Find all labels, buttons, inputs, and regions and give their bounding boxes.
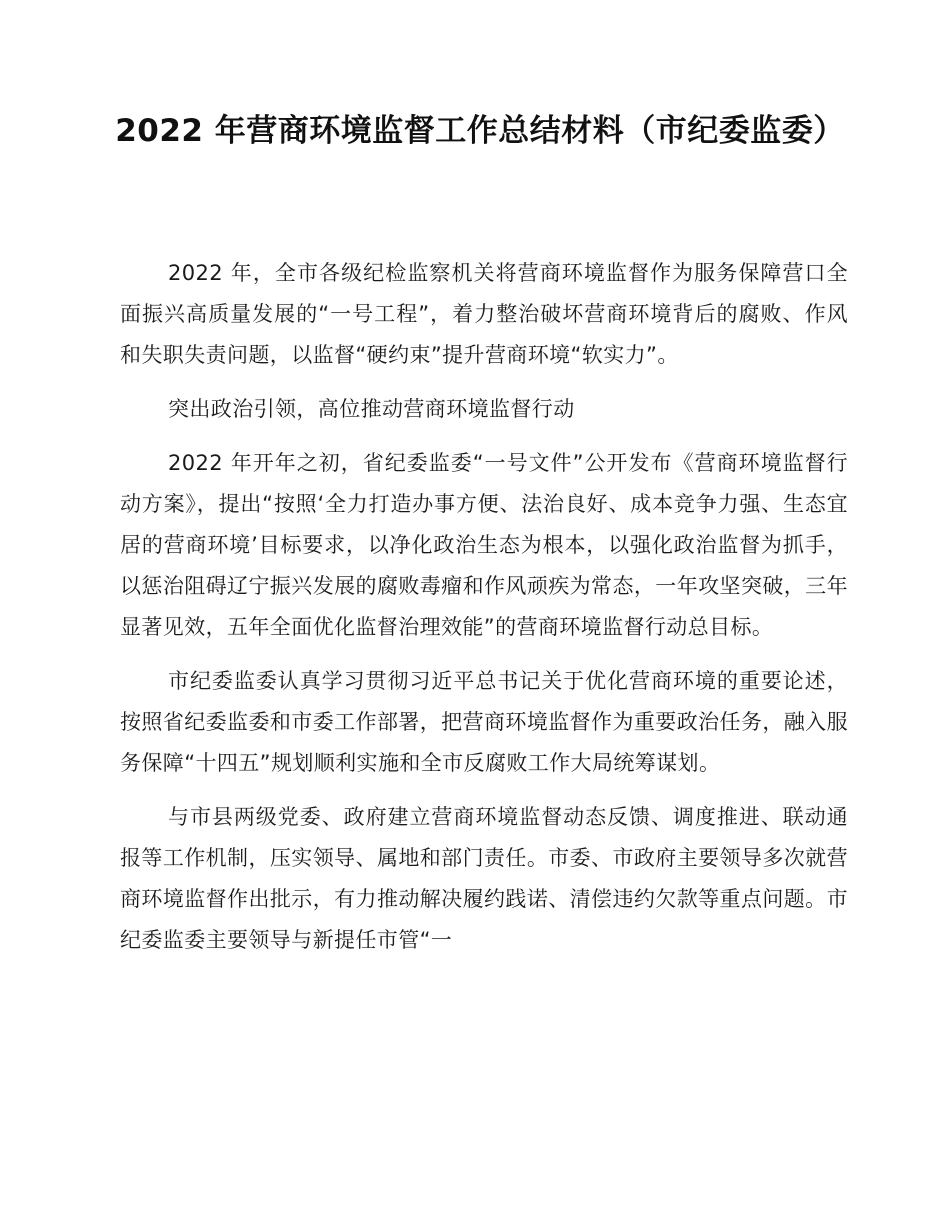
section-heading: 突出政治引领，高位推动营商环境监督行动 [168, 397, 575, 421]
paragraph-city-commission: 市纪委监委认真学习贯彻习近平总书记关于优化营商环境的重要论述，按照省纪委监委和市委工作部署，把营商环境监督作为重要政治任务，融入服务保障“十四五”规划顺利实施和全市反腐败工作大局统筹谋划。 [120, 669, 848, 775]
paragraph-intro: 2022 年，全市各级纪检监察机关将营商环境监督作为服务保障营口全面振兴高质量发展的“一号工程”，着力整治破坏营商环境背后的腐败、作风和失职失责问题，以监督“硬约束”提升营商环境“软实力”。 [120, 261, 848, 367]
document-title: 2022 年营商环境监督工作总结材料（市纪委监委） [115, 113, 845, 149]
paragraph-provincial-plan: 2022 年开年之初，省纪委监委“一号文件”公开发布《营商环境监督行动方案》，提出“按照‘全力打造办事方便、法治良好、成本竞争力强、生态宜居的营商环境’目标要求，以净化政治生态为根本，以强化政治监督为抓手，以惩治阻碍辽宁振兴发展的腐败毒瘤和作风顽疾为常态，一年攻坚突破，三年显著见效，五年全面优化监督治理效能”的营商环境监督行动总目标。 [120, 451, 848, 639]
document-body [120, 253, 848, 974]
paragraph-mechanisms: 与市县两级党委、政府建立营商环境监督动态反馈、调度推进、联动通报等工作机制，压实领导、属地和部门责任。市委、市政府主要领导多次就营商环境监督作出批示，有力推动解决履约践诺、清偿违约欠款等重点问题。市纪委监委主要领导与新提任市管“一 [120, 805, 848, 952]
